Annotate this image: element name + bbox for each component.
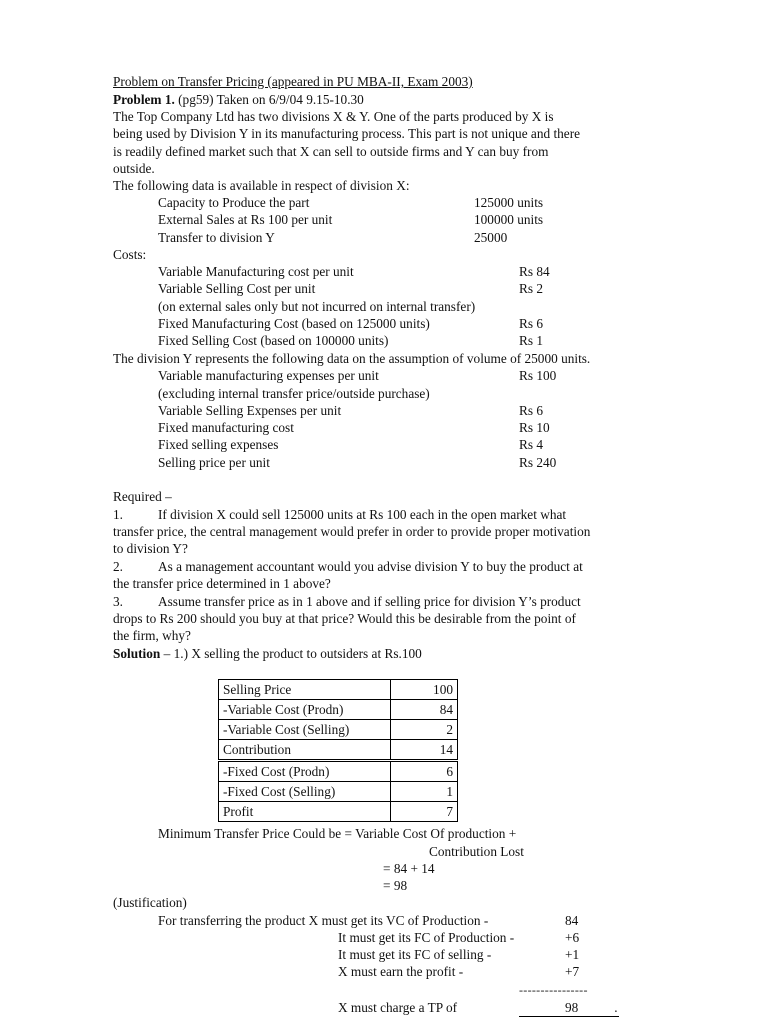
y-value: Rs 100	[519, 368, 557, 383]
y-label: Fixed manufacturing cost	[158, 420, 294, 435]
cost-note: (on external sales only but not incurred on internal transfer)	[158, 299, 476, 314]
justification-value: +7	[565, 964, 580, 979]
division-x-intro: The following data is available in respect of division X:	[113, 178, 410, 193]
required-item-text: the firm, why?	[113, 628, 191, 643]
required-item-text: drops to Rs 200 should you buy at that price? Would this be desirable from the point of	[113, 611, 576, 626]
table-cell-value: 14	[391, 740, 458, 761]
x-data-label: Capacity to Produce the part	[158, 195, 310, 210]
problem-para-line: being used by Division Y in its manufacturing process. This part is not unique and there	[113, 126, 581, 141]
table-row	[219, 802, 458, 822]
solution-table	[218, 679, 458, 822]
min-tp-line: Minimum Transfer Price Could be = Variable Cost Of production +	[158, 826, 517, 841]
cost-value: Rs 84	[519, 264, 550, 279]
cost-value: Rs 6	[519, 316, 544, 331]
required-num: 1.	[113, 507, 123, 522]
table-cell-label: -Variable Cost (Selling)	[219, 720, 391, 740]
justification-text: It must get its FC of Production -	[338, 930, 515, 945]
min-tp-line: Contribution Lost	[429, 844, 524, 859]
y-label: Fixed selling expenses	[158, 437, 279, 452]
table-cell-label: Contribution	[219, 740, 391, 761]
y-label: Variable manufacturing expenses per unit	[158, 368, 379, 383]
table-row	[219, 740, 458, 761]
calc-line: = 84 + 14	[383, 861, 435, 876]
justification-label: (Justification)	[113, 895, 187, 910]
table-row	[219, 782, 458, 802]
solution-intro: – 1.) X selling the product to outsiders at Rs.100	[160, 646, 422, 661]
calc-line: = 98	[383, 878, 408, 893]
table-cell-value: 2	[391, 720, 458, 740]
tp-result	[519, 1000, 619, 1017]
table-cell-value: 7	[391, 802, 458, 822]
justification-text: For transferring the product X must get its VC of Production -	[158, 913, 489, 928]
required-item-text: Assume transfer price as in 1 above and if selling price for division Y’s product	[158, 594, 581, 609]
x-data-value: 25000	[474, 230, 508, 245]
y-value: Rs 10	[519, 420, 550, 435]
required-item-text: If division X could sell 125000 units at Rs 100 each in the open market what	[158, 507, 567, 522]
table-row	[219, 720, 458, 740]
required-item-text: As a management accountant would you advise division Y to buy the product at	[158, 559, 583, 574]
required-item-text: to division Y?	[113, 541, 188, 556]
dashed-separator: ----------------	[519, 983, 588, 997]
justification-text: It must get its FC of selling -	[338, 947, 492, 962]
table-cell-value: 1	[391, 782, 458, 802]
y-note: (excluding internal transfer price/outside purchase)	[158, 386, 430, 401]
x-data-value: 100000 units	[474, 212, 544, 227]
cost-label: Variable Manufacturing cost per unit	[158, 264, 354, 279]
cost-value: Rs 1	[519, 333, 544, 348]
problem-label: Problem 1.	[113, 92, 175, 107]
cost-value: Rs 2	[519, 281, 544, 296]
table-cell-label: -Fixed Cost (Prodn)	[219, 761, 391, 782]
table-cell-label: -Variable Cost (Prodn)	[219, 700, 391, 720]
x-data-value: 125000 units	[474, 195, 544, 210]
x-data-label: External Sales at Rs 100 per unit	[158, 212, 333, 227]
required-num: 3.	[113, 594, 123, 609]
required-num: 2.	[113, 559, 123, 574]
justification-value: +6	[565, 930, 580, 945]
division-y-intro: The division Y represents the following data on the assumption of volume of 25000 units.	[113, 351, 591, 366]
problem-para-line: The Top Company Ltd has two divisions X & Y. One of the parts produced by X is	[113, 109, 554, 124]
justification-value: +1	[565, 947, 580, 962]
tp-value: 98	[565, 1000, 579, 1015]
tp-suffix: .	[614, 1000, 618, 1015]
x-data-label: Transfer to division Y	[158, 230, 275, 245]
table-cell-value: 100	[391, 680, 458, 700]
problem-meta: (pg59) Taken on 6/9/04 9.15-10.30	[174, 92, 364, 107]
problem-heading	[113, 92, 364, 108]
table-cell-value: 6	[391, 761, 458, 782]
solution-label: Solution	[113, 646, 161, 661]
y-value: Rs 4	[519, 437, 544, 452]
solution-heading	[113, 646, 422, 662]
costs-label: Costs:	[113, 247, 147, 262]
cost-label: Fixed Manufacturing Cost (based on 125000 units)	[158, 316, 430, 331]
justification-text: X must earn the profit -	[338, 964, 464, 979]
table-row	[219, 761, 458, 782]
y-label: Variable Selling Expenses per unit	[158, 403, 342, 418]
problem-para-line: is readily defined market such that X can sell to outside firms and Y can buy from	[113, 144, 549, 159]
y-value: Rs 240	[519, 455, 557, 470]
table-row	[219, 680, 458, 700]
required-label: Required –	[113, 489, 172, 504]
cost-label: Fixed Selling Cost (based on 100000 units)	[158, 333, 389, 348]
required-item-text: the transfer price determined in 1 above?	[113, 576, 331, 591]
problem-para-line: outside.	[113, 161, 155, 176]
cost-label: Variable Selling Cost per unit	[158, 281, 316, 296]
table-cell-label: Selling Price	[219, 680, 391, 700]
table-cell-value: 84	[391, 700, 458, 720]
table-cell-label: Profit	[219, 802, 391, 822]
justification-value: 84	[565, 913, 579, 928]
table-row	[219, 700, 458, 720]
y-label: Selling price per unit	[158, 455, 270, 470]
table-cell-label: -Fixed Cost (Selling)	[219, 782, 391, 802]
document-title: Problem on Transfer Pricing (appeared in PU MBA-II, Exam 2003)	[113, 74, 473, 89]
required-item-text: transfer price, the central management would prefer in order to provide proper motivation	[113, 524, 591, 539]
tp-label: X must charge a TP of	[338, 1000, 458, 1015]
y-value: Rs 6	[519, 403, 544, 418]
